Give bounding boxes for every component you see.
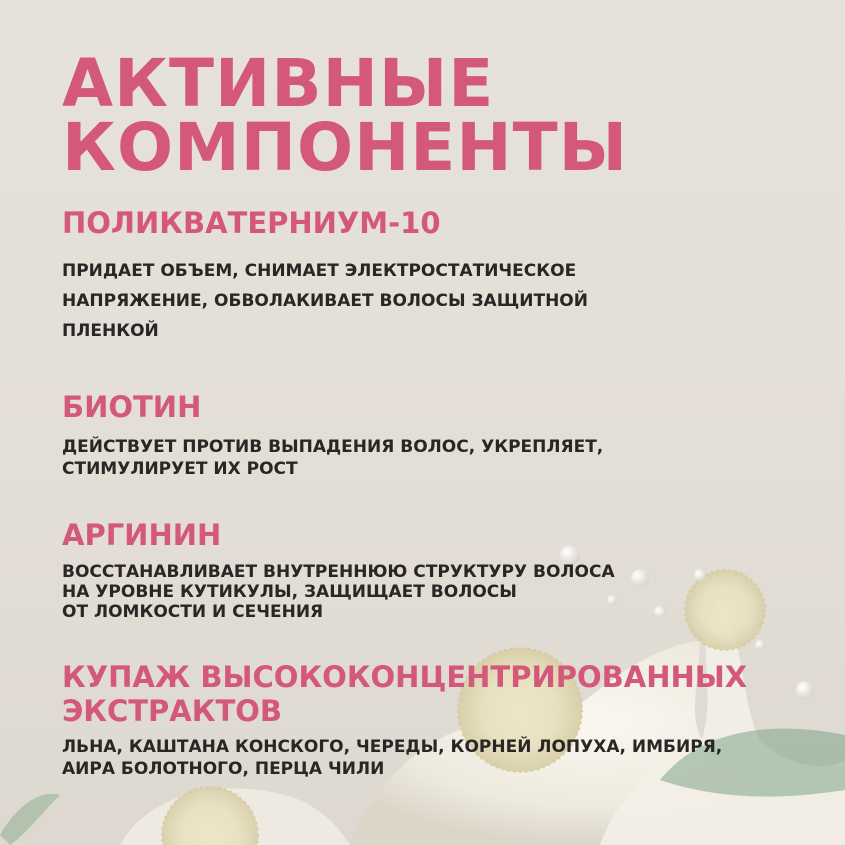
title-line: КОМПОНЕНТЫ	[62, 109, 629, 186]
component-arginine	[62, 520, 822, 622]
heading-line: ЭКСТРАКТОВ	[62, 694, 282, 728]
component-extracts	[62, 660, 822, 780]
description-line: ЛЬНА, КАШТАНА КОНСКОГО, ЧЕРЕДЫ, КОРНЕЙ ЛОПУХА, ИМБИРЯ,	[62, 737, 723, 757]
description-line: ПЛЕНКОЙ	[62, 321, 159, 341]
title-line: АКТИВНЫЕ	[62, 45, 495, 122]
description-line: ОТ ЛОМКОСТИ И СЕЧЕНИЯ	[62, 602, 324, 622]
description-line: АИРА БОЛОТНОГО, ПЕРЦА ЧИЛИ	[62, 759, 385, 779]
component-description	[62, 736, 822, 780]
component-heading: АРГИНИН	[62, 518, 222, 552]
description-line: НА УРОВНЕ КУТИКУЛЫ, ЗАЩИЩАЕТ ВОЛОСЫ	[62, 582, 517, 602]
description-line: ПРИДАЕТ ОБЪЕМ, СНИМАЕТ ЭЛЕКТРОСТАТИЧЕСКОЕ	[62, 261, 577, 281]
description-line: СТИМУЛИРУЕТ ИХ РОСТ	[62, 459, 298, 479]
component-polyquaternium	[62, 208, 822, 346]
description-line: ВОССТАНАВЛИВАЕТ ВНУТРЕННЮЮ СТРУКТУРУ ВОЛОСА	[62, 562, 615, 582]
heading-line: КУПАЖ ВЫСОКОКОНЦЕНТРИРОВАННЫХ	[62, 660, 748, 694]
component-biotin	[62, 392, 822, 480]
component-description	[62, 436, 822, 480]
description-line: НАПРЯЖЕНИЕ, ОБВОЛАКИВАЕТ ВОЛОСЫ ЗАЩИТНОЙ	[62, 291, 588, 311]
component-description	[62, 256, 822, 346]
component-heading: БИОТИН	[62, 390, 202, 424]
component-description	[62, 562, 822, 622]
component-heading	[62, 660, 822, 728]
page-title	[62, 45, 822, 186]
component-heading: ПОЛИКВАТЕРНИУМ-10	[62, 206, 441, 240]
description-line: ДЕЙСТВУЕТ ПРОТИВ ВЫПАДЕНИЯ ВОЛОС, УКРЕПЛЯЕТ,	[62, 437, 604, 457]
active-components-panel	[62, 45, 822, 780]
